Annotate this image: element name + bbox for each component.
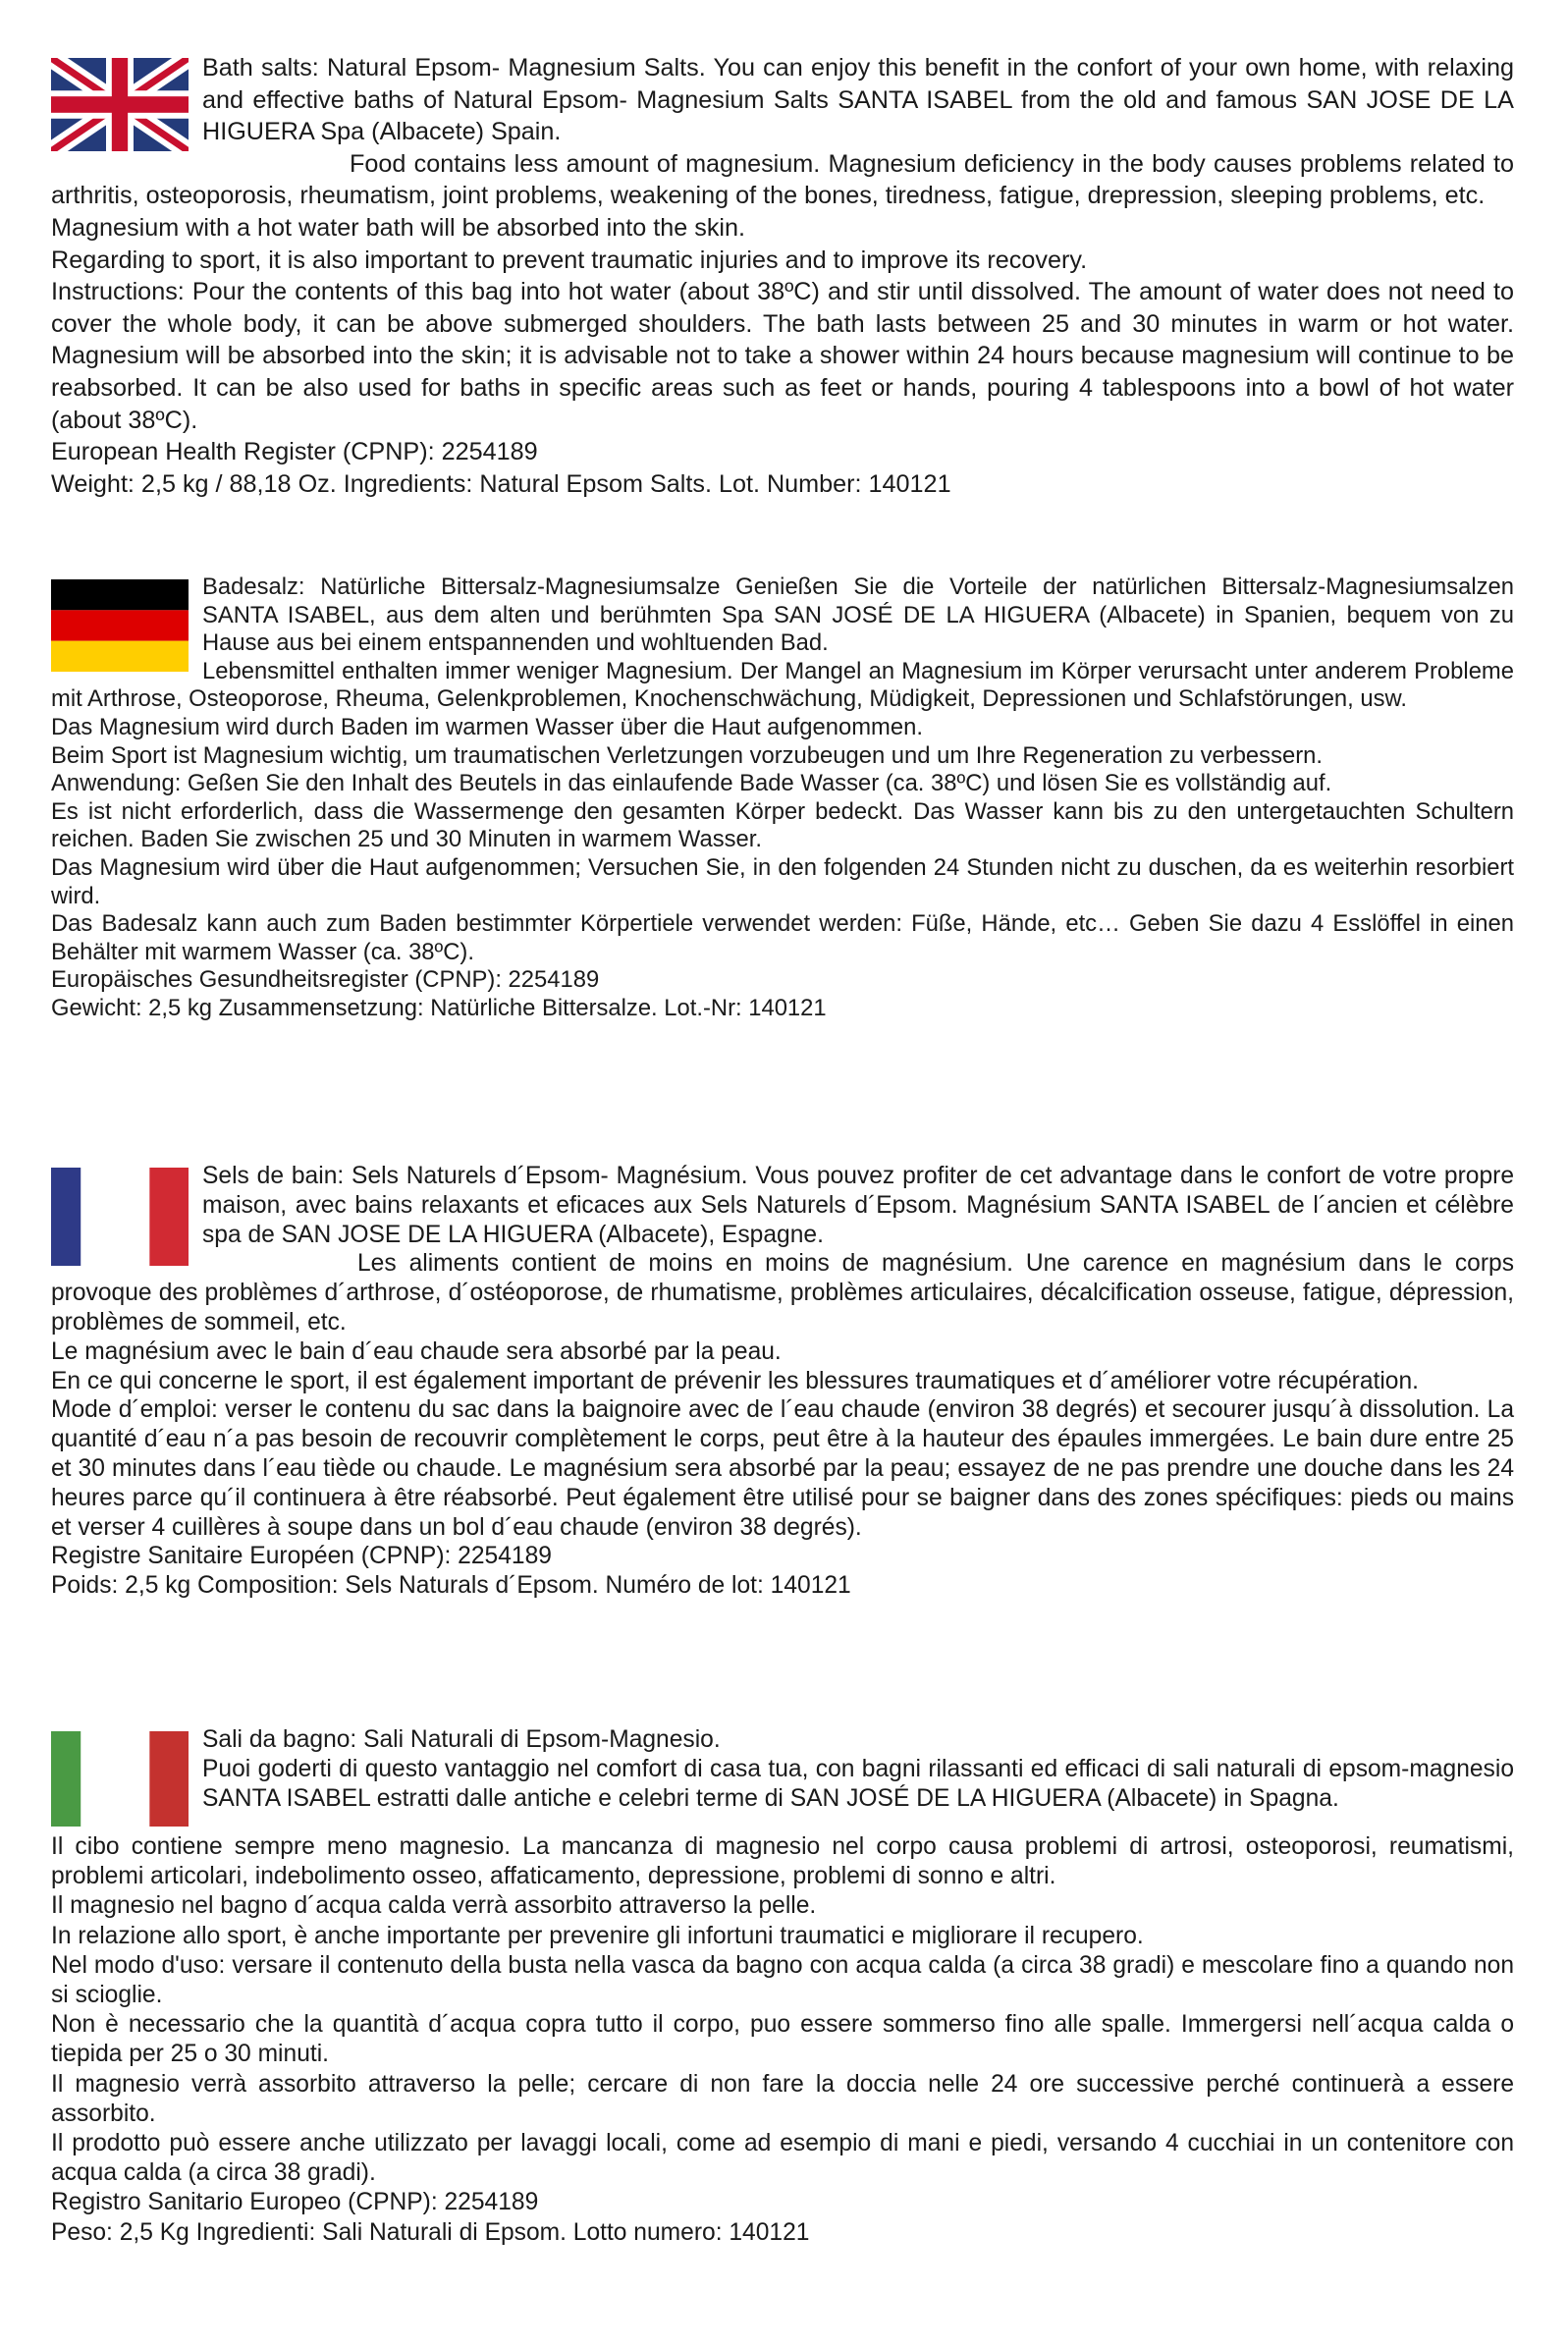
paragraph: Sali da bagno: Sali Naturali di Epsom-Magnesio. [202, 1726, 721, 1753]
uk-flag-icon [51, 58, 189, 151]
weight-line: Poids: 2,5 kg Composition: Sels Naturals d´Epsom. Numéro de lot: 140121 [51, 1572, 851, 1600]
italy-flag-icon [51, 1731, 189, 1827]
france-flag-icon [51, 1168, 189, 1266]
register-line: Europäisches Gesundheitsregister (CPNP): 2254189 [51, 966, 600, 994]
paragraph: Le magnésium avec le bain d´eau chaude sera absorbé par la peau. [51, 1337, 782, 1365]
paragraph: Instructions: Pour the contents of this bag into hot water (about 38ºC) and stir until dissolved. The amount of water does not need to cover the whole body, it can be above submerged shoulders. The bath lasts between 25 and 30 minutes in warm or hot water. Magnesium will be absorbed into the skin; it is advisable not to take a shower within 24 hours because magnesium will continue to be reabsorbed. It can be also used for baths in specific areas such as feet or hands, pouring 4 tablespoons into a bowl of hot water (about 38ºC). [51, 278, 1514, 434]
paragraph: Il prodotto può essere anche utilizzato per lavaggi locali, come ad esempio di mani e piedi, versando 4 cucchiai in un contenitore con acqua calda (a circa 38 gradi). [51, 2130, 1514, 2187]
english-section [51, 52, 1514, 500]
register-line: European Health Register (CPNP): 2254189 [51, 438, 538, 466]
paragraph: Il magnesio nel bagno d´acqua calda verrà assorbito attraverso la pelle. [51, 1892, 817, 1920]
weight-line: Weight: 2,5 kg / 88,18 Oz. Ingredients: Natural Epsom Salts. Lot. Number: 140121 [51, 469, 951, 498]
paragraph: Es ist nicht erforderlich, dass die Wassermenge den gesamten Körper bedeckt. Das Wasser kann bis zu den untergetauchten Schultern reichen. Baden Sie zwischen 25 und 30 Minuten in warmem Wasser. [51, 797, 1514, 853]
paragraph: Bath salts: Natural Epsom- Magnesium Salts. You can enjoy this benefit in the confort of your own home, with relaxing and effective baths of Natural Epsom- Magnesium Salts SANTA ISABEL from the old and famous SAN JOSE DE LA HIGUERA Spa (Albacete) Spain. [202, 54, 1514, 146]
paragraph: Non è necessario che la quantità d´acqua copra tutto il corpo, puo essere sommerso fino alle spalle. Immergersi nell´acqua calda o tiepida per 25 o 30 minuti. [51, 2011, 1514, 2068]
paragraph: Il cibo contiene sempre meno magnesio. La mancanza di magnesio nel corpo causa problemi di artrosi, osteoporosi, reumatismi, problemi articolari, indebolimento osseo, affaticamento, depressione, problemi di sonno e altri. [51, 1833, 1514, 1890]
paragraph: Mode d´emploi: verser le contenu du sac dans la baignoire avec de l´eau chaude (environ 38 degrés) et secourer jusqu´à dissolution. La quantité d´eau n´a pas besoin de recouvrir complètement le corps, peut être à la hauteur des épaules immergées. Le bain dure entre 25 et 30 minutes dans l´eau tiède ou chaude. Le magnésium sera absorbé par la peau; essayez de ne pas prendre une douche dans les 24 heures parce qu´il continuera à être réabsorbé. Peut également être utilisé pour se baigner dans des zones spécifiques: pieds ou mains et verser 4 cuillères à soupe dans un bol d´eau chaude (environ 38 degrés). [51, 1396, 1514, 1541]
register-line: Registro Sanitario Europeo (CPNP): 2254189 [51, 2189, 539, 2216]
paragraph: Il magnesio verrà assorbito attraverso la pelle; cercare di non fare la doccia nelle 24 ore successive perché continuerà a essere assorbito. [51, 2070, 1514, 2127]
weight-line: Peso: 2,5 Kg Ingredienti: Sali Naturali di Epsom. Lotto numero: 140121 [51, 2218, 810, 2246]
register-line: Registre Sanitaire Européen (CPNP): 2254189 [51, 1543, 552, 1570]
paragraph: Anwendung: Geßen Sie den Inhalt des Beutels in das einlaufende Bade Wasser (ca. 38ºC) und lösen Sie es vollständig auf. [51, 770, 1332, 797]
paragraph: Badesalz: Natürliche Bittersalz-Magnesiumsalze Genießen Sie die Vorteile der natürlichen Bittersalz-Magnesiumsalzen SANTA ISABEL, aus dem alten und berühmten Spa SAN JOSÉ DE LA HIGUERA (Albacete) in Spanien, bequem von zu Hause aus bei einem entspannenden und wohltuenden Bad. [202, 573, 1514, 657]
paragraph: Das Badesalz kann auch zum Baden bestimmter Körpertiele verwendet werden: Füße, Hände, etc… Geben Sie dazu 4 Esslöffel in einen Behälter mit warmem Wasser (ca. 38ºC). [51, 910, 1514, 965]
weight-line: Gewicht: 2,5 kg Zusammensetzung: Natürliche Bittersalze. Lot.-Nr: 140121 [51, 994, 827, 1021]
paragraph: Beim Sport ist Magnesium wichtig, um traumatischen Verletzungen vorzubeugen und um Ihre Regeneration zu verbessern. [51, 741, 1323, 769]
paragraph: Das Magnesium wird über die Haut aufgenommen; Versuchen Sie, in den folgenden 24 Stunden nicht zu duschen, da es weiterhin resorbiert wird. [51, 853, 1514, 909]
paragraph: Magnesium with a hot water bath will be absorbed into the skin. [51, 213, 746, 242]
paragraph: Sels de bain: Sels Naturels d´Epsom- Magnésium. Vous pouvez profiter de cet advantage dans le confort de votre propre maison, avec bains relaxants et eficaces aux Sels Naturels d´Epsom. Magnésium SANTA ISABEL de l´ancien et célèbre spa de SAN JOSE DE LA HIGUERA (Albacete), Espagne. [202, 1163, 1514, 1248]
germany-flag-icon [51, 579, 189, 672]
paragraph: Regarding to sport, it is also important to prevent traumatic injuries and to improve its recovery. [51, 246, 1088, 274]
paragraph: In relazione allo sport, è anche importante per prevenire gli infortuni traumatici e migliorare il recupero. [51, 1922, 1144, 1949]
paragraph: Food contains less amount of magnesium. Magnesium deficiency in the body causes problems related to arthritis, osteoporosis, rheumatism, joint problems, weakening of the bones, tiredness, fatigue, drepression, sleeping problems, etc. [51, 149, 1514, 210]
paragraph: En ce qui concerne le sport, il est également important de prévenir les blessures traumatiques et d´améliorer votre récupération. [51, 1367, 1419, 1394]
paragraph: Puoi goderti di questo vantaggio nel comfort di casa tua, con bagni rilassanti ed efficaci di sali naturali di epsom-magnesio SANTA ISABEL estratti dalle antiche e celebri terme di SAN JOSÉ DE LA HIGUERA (Albacete) in Spagna. [202, 1756, 1514, 1813]
german-section [51, 573, 1514, 1023]
paragraph: Lebensmittel enthalten immer weniger Magnesium. Der Mangel an Magnesium im Körper verursacht unter anderem Probleme mit Arthrose, Osteoporose, Rheuma, Gelenkproblemen, Knochenschwächung, Müdigkeit, Depressionen und Schlafstörungen, usw. [51, 657, 1514, 713]
paragraph: Les aliments contient de moins en moins de magnésium. Une carence en magnésium dans le corps provoque des problèmes d´arthrose, d´ostéoporose, de rhumatisme, problèmes articulaires, décalcification osseuse, fatigue, dépression, problèmes de sommeil, etc. [51, 1250, 1514, 1336]
paragraph: Nel modo d'uso: versare il contenuto della busta nella vasca da bagno con acqua calda (a circa 38 gradi) e mescolare fino a quando non si scioglie. [51, 1951, 1514, 2009]
paragraph: Das Magnesium wird durch Baden im warmen Wasser über die Haut aufgenommen. [51, 713, 923, 740]
french-section [51, 1162, 1514, 1601]
italian-section [51, 1725, 1514, 2248]
